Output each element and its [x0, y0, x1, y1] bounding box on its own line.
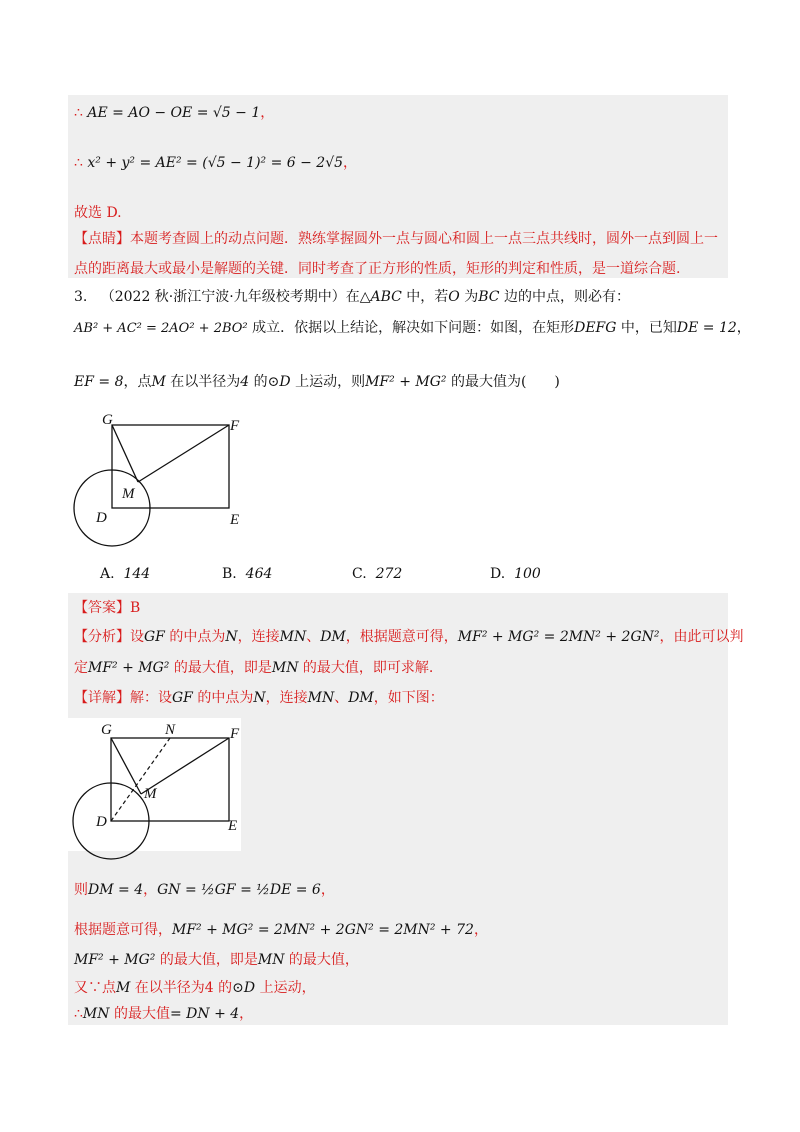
- label-m-2: M: [144, 786, 157, 802]
- option-d[interactable]: D. 100: [490, 566, 541, 582]
- segment-mf: [138, 425, 229, 482]
- label-e-2: E: [228, 818, 238, 834]
- solution-line-xy: ∴ x² + y² = AE² = (√5 − 1)² = 6 − 2√5，: [74, 155, 358, 171]
- question-line-1: 3. （2022 秋·浙江宁波·九年级校考期中）在△ABC 中，若O 为BC 边的中点，则必有：: [74, 289, 630, 305]
- option-c[interactable]: C. 272: [352, 566, 403, 582]
- solution-choice: 故选 D.: [74, 205, 122, 221]
- step-5: ∴MN 的最大值= DN + 4，: [74, 1006, 254, 1022]
- step-4: 又∵点M 在以半径为4 的⊙D 上运动，: [74, 980, 316, 996]
- analysis-line-1: 【分析】设GF 的中点为N，连接MN、DM，根据题意可得，MF² + MG² = 2MN² + 2GN²，由此可以判: [74, 629, 744, 645]
- label-f: F: [230, 418, 240, 434]
- label-g: G: [102, 412, 113, 428]
- label-g-2: G: [101, 722, 112, 738]
- question-line-2: AB² + AC² = 2AO² + 2BO² 成立．依据以上结论，解决如下问题：如图，在矩形DEFG 中，已知DE = 12，: [74, 320, 751, 336]
- option-b[interactable]: B. 464: [222, 566, 273, 582]
- figure-solution: [68, 718, 241, 851]
- step-1: 则DM = 4，GN = ½GF = ½DE = 6，: [74, 882, 335, 898]
- comment-line-2: 点的距离最大或最小是解题的关键．同时考查了正方形的性质，矩形的判定和性质，是一道综合题.: [74, 261, 681, 277]
- label-n-2: N: [165, 722, 176, 738]
- answer-line: 【答案】B: [74, 600, 141, 616]
- option-a[interactable]: A. 144: [100, 566, 151, 582]
- label-d-2: D: [96, 814, 107, 830]
- question-line-3: EF = 8，点M 在以半径为4 的⊙D 上运动，则MF² + MG² 的最大值为( ): [74, 374, 560, 390]
- step-2: 根据题意可得，MF² + MG² = 2MN² + 2GN² = 2MN² + 72，: [74, 922, 488, 938]
- label-e: E: [230, 512, 240, 528]
- label-m: M: [122, 486, 135, 502]
- step-3: MF² + MG² 的最大值，即是MN 的最大值，: [74, 952, 359, 968]
- segment-dn-dashed: [111, 738, 170, 821]
- segment-mg: [112, 425, 138, 482]
- rectangle-defg-2: [111, 738, 229, 821]
- figure-rectangle-circle: [60, 410, 260, 560]
- label-f-2: F: [230, 726, 240, 742]
- detail-line: 【详解】解：设GF 的中点为N，连接MN、DM，如下图：: [74, 690, 444, 706]
- label-d: D: [96, 510, 107, 526]
- analysis-line-2: 定MF² + MG² 的最大值，即是MN 的最大值，即可求解.: [74, 660, 434, 676]
- solution-line-ae: ∴ AE = AO − OE = √5 − 1，: [74, 105, 275, 121]
- comment-line-1: 【点睛】本题考查圆上的动点问题．熟练掌握圆外一点与圆心和圆上一点三点共线时，圆外一点到圆上一: [74, 231, 718, 247]
